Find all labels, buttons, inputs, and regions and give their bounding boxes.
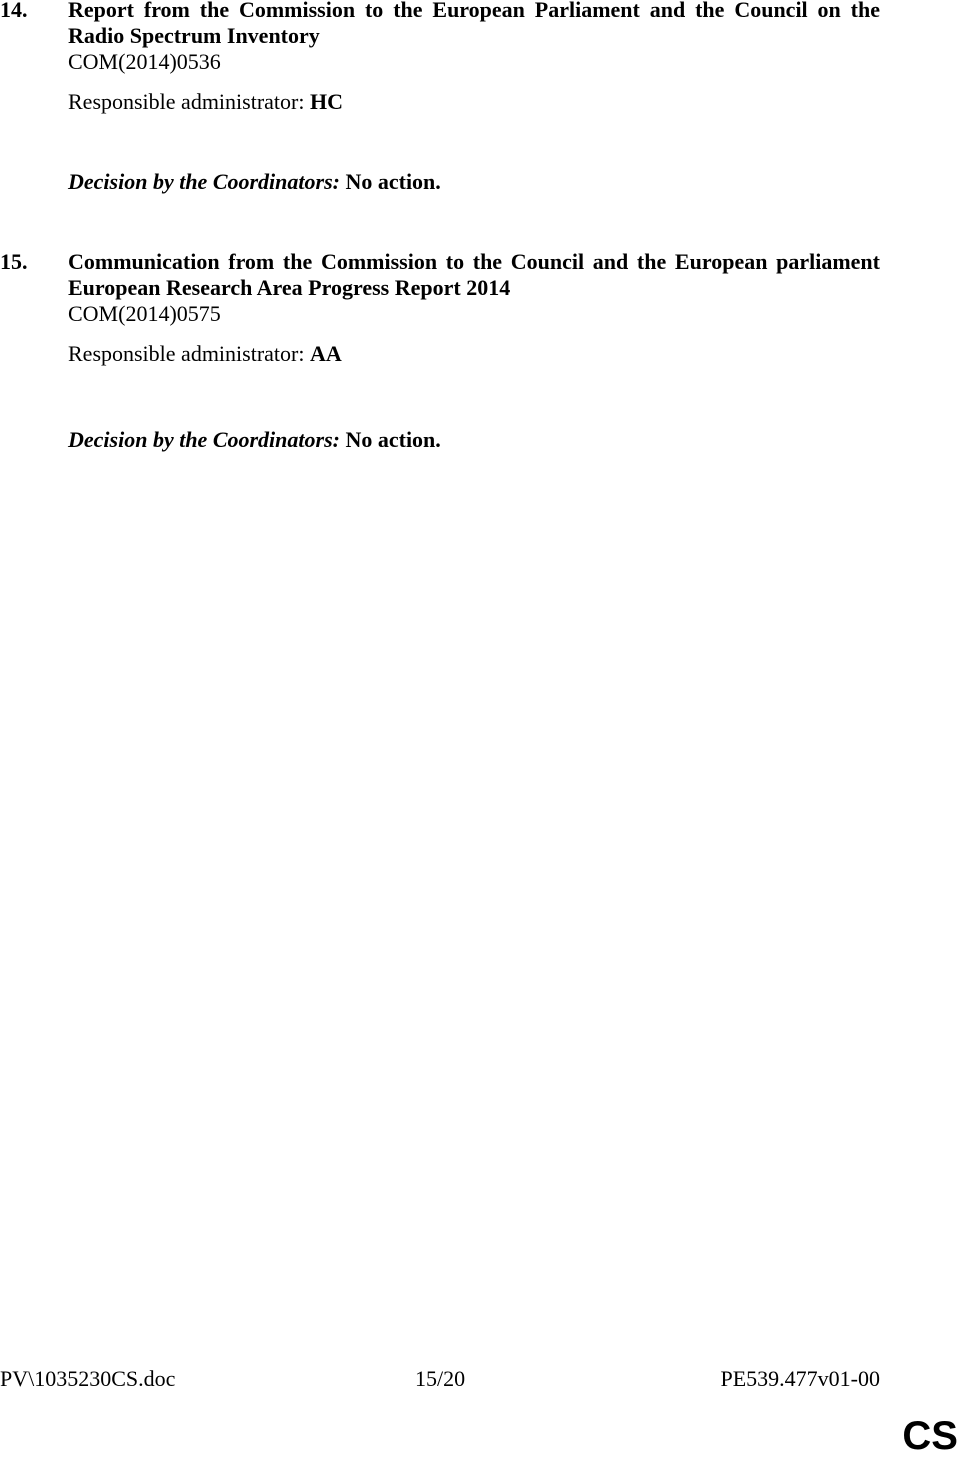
responsible-administrator — [68, 341, 880, 367]
admin-label: Responsible administrator: — [68, 89, 310, 114]
language-code: CS — [902, 1414, 958, 1458]
pe-reference: PE539.477v01-00 — [720, 1366, 880, 1391]
responsible-administrator — [68, 89, 880, 115]
page-number: 15/20 — [415, 1366, 466, 1391]
coordinators-decision — [68, 427, 880, 453]
item-number: 15. — [0, 249, 28, 274]
item-reference: COM(2014)0536 — [68, 49, 221, 74]
decision-label: Decision by the Coordinators: — [68, 427, 340, 452]
item-title: Communication from the Commission to the Council and the European parliament European Research Area Progress Report 2014 — [68, 249, 880, 300]
document-reference: PV\1035230CS.doc — [0, 1366, 176, 1391]
admin-label: Responsible administrator: — [68, 341, 310, 366]
item-number: 14. — [0, 0, 28, 22]
item-reference: COM(2014)0575 — [68, 301, 221, 326]
decision-label: Decision by the Coordinators: — [68, 169, 340, 194]
agenda-item — [0, 0, 880, 195]
admin-code: HC — [309, 89, 343, 114]
decision-value: No action. — [339, 427, 441, 452]
agenda-item — [0, 249, 880, 453]
coordinators-decision — [68, 169, 880, 195]
admin-code: AA — [309, 341, 342, 366]
decision-value: No action. — [339, 169, 441, 194]
item-title: Report from the Commission to the European Parliament and the Council on the Radio Spectrum Inventory — [68, 0, 880, 48]
